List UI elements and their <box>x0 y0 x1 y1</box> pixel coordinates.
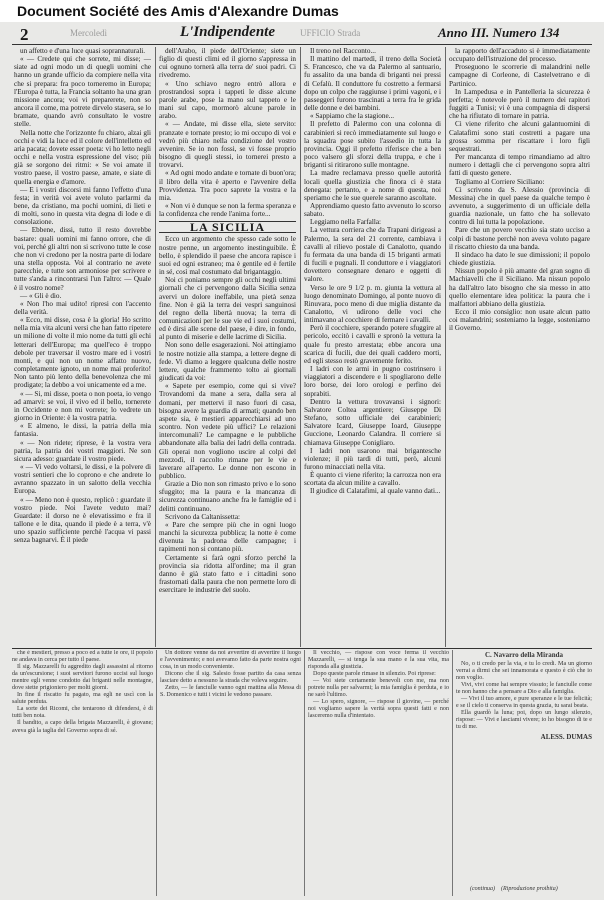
paragraph: « — Meno non è questo, replicò : guardate il vostro piede. Noi l'avete veduto mai? Guardate: il dorso ne è elevatissimo e fra il tallone e le dita, quando il piede è a terra, v'è uno spazio sufficiente perchè l'acqua vi passi senza bagnarvi. È il piede <box>14 495 151 545</box>
paragraph: Leggiamo nella Farfalla: <box>310 218 382 227</box>
paragraph: In Lampedusa e in Pantelleria la sicurezza è perfetta; è notevole però il numero dei rapitori fuggiti a Tunisi; vi è una compagnia di dispersi che ha rifiutato di tornare in patria. <box>449 87 590 121</box>
paragraph: No, o ti credo per la via, e tu lo credi. Ma un giorno verrai a dirmi che sei innamorata e questo è ciò che io non voglio. <box>456 661 592 682</box>
paragraph: — E i vostri discorsi mi fanno l'effetto d'una festa; in verità voi avete voluto parlarmi da bene, da cristiano, ma pochi uomini, di lieti e di molti, sono in questa vita degna di lode e di consolazione. <box>14 185 151 227</box>
feuilleton-column-2 <box>160 650 301 896</box>
paragraph: « Pare che sempre più che in ogni luogo manchi la sicurezza pubblica; la notte è come divenuta la padrona delle campagne; i rapimenti non si contano più. <box>159 520 296 554</box>
paragraph: I ladri con le armi in pugno costrinsero i viaggiatori a discendere e li spogliarono delle loro borse, dei loro orologi e perfino dei soprabiti. <box>304 365 441 398</box>
feuilleton-column-1 <box>12 650 153 896</box>
document-banner: Document Société des Amis d'Alexandre Dumas <box>0 0 604 22</box>
page-number: 2 <box>20 25 29 44</box>
paragraph: « — Si, mi disse, poeta o non poeta, io vengo ad amarvi: se voi, il vivo ed il bello, tornerete in Occidente e non mi vorrete; lo vedrete un giorno in Oriente: è la vostra patria. <box>14 389 151 423</box>
paragraph: « Non l'ho mai udito! ripresi con l'accento della verità. <box>14 299 151 316</box>
feuilleton-rule <box>12 648 592 649</box>
paragraph: « Non vi è dunque se non la ferma speranza e la confidenza che rende l'anima forte... <box>159 201 296 219</box>
section-title-la-sicilia: LA SICILIA <box>159 221 296 233</box>
paragraph: Il vecchio, — rispose con voce ferma il vecchio Mazzarelli, — si tenga la sua mano e la sua vita, ma risponda alla giustizia. <box>308 650 449 671</box>
paragraph: Certamente si farà ogni sforzo perché la provincia sia ridotta all'ordine; ma il gran danno è già stato fatto e i cittadini sono frastornati dalla paura che non permette loro di esercitare le industrie del suolo. <box>159 553 296 595</box>
paragraph: Pare che un povero vecchio sia stato ucciso a colpi di bastone perchè non aveva voluto pagare il riscatto chiesto da una banda. <box>449 226 590 251</box>
paragraph: Un dottore venne da noi avvertire di avvertire il luogo e l'avvenimento; e noi avevamo fatto da parte nostra ogni cosa, in un modo conveniente. <box>160 650 301 671</box>
paragraph: dell'Arabo, il piede dell'Oriente; siete un figlio di questi climi ed il giorno s'appressa in cui ognuno tornerà alla terra de' suoi padri. Ci rivedremo. <box>159 47 296 80</box>
paragraph: Il mattino del martedì, il treno della Società S. Francesco, che va da Palermo al santuario, fu assalito da una banda di briganti nei pressi di Cefalù. Il conduttore fu costretto a fermarsi dopo un colpo che raggiunse i primi vagoni, e i passeggeri furono trascinati a terra fra le grida delle donne e dei bambini. <box>304 55 441 113</box>
paragraph: Non sono delle esagerazioni. Noi attingiamo le nostre notizie alla stampa, a lettere degne di fede. Vi diamo a leggere qualcuna delle nostre lettere, qualche frammento tolto ai giornali giudicati da voi: <box>159 341 296 383</box>
author-signature: ALESS. DUMAS <box>540 732 592 741</box>
paragraph: — Ebbene, dissi, tutto il resto dovrebbe bastare: quali uomini mi fanno orrore, che di voi, perché gli altri non si scrivono tutte le cose che non vi credono per la nostra parte di lodare una stella opposta. Voi al contrario ne avete parecchie, e tutte son armoniose per scrivere e tutte s'anda a rincontrarsi l'un l'altro: — Quale è il vostro nome? <box>14 226 151 292</box>
paragraph: Vivi, vivi come hai sempre vissuto; le fanciulle come te non hanno che a pensare a Dio e alla famiglia. <box>456 682 592 696</box>
paragraph: Dopo queste parole rimase in silenzio. Poi riprese: <box>313 671 436 678</box>
paragraph: « — Non ridete; riprese, è la vostra vera patria, la patria dei vostri maggiori. Ne son sicura adesso: guardate il vostro piede. <box>14 438 151 463</box>
newspaper-title: L'Indipendente <box>180 24 276 40</box>
article-column-2 <box>159 47 296 647</box>
feuilleton-column-4 <box>456 650 592 896</box>
paragraph: « Sapete per esempio, come qui si vive? Trovandomi da mane a sera, dalla sera al domani, per mettervi il naso fuori di casa, bisogna avere la guardia di armati; quando ben aspete sia, è mestieri apparecchiarsi ad uno scontro. Non vedete più uffici? Le relazioni intercomunali? Le campagne e le pubbliche abbandonate alla balia dei ladri della contrada. Gli operai non vogliono uscire al colpi del mezzodì, il raccolto rimane per le vie e laverare all'aperto. Le donne non escono in pubblico. <box>159 382 296 480</box>
paragraph: Ecco un argomento che spesso cade sotto le nostre penne, un argomento inestinguibile. È bello, è splendido il paese che ancora rapisce i suoi ed ogni estraneo; ma è gentile ed è fertile in sé, così mal costumato dal brigantaggio. <box>159 235 296 277</box>
masthead-faint-left: Mercoledì <box>70 28 107 38</box>
paragraph: Proseguono le scorrerie di malandrini nelle campagne di Corleone, di Castelvetrano e di Partinico. <box>449 63 590 88</box>
masthead-rule <box>12 44 592 45</box>
paragraph: Ella guardò la luna; poi, dopo un lungo silenzio, rispose: — Vivi e lasciami vivere; io ho bisogno di te e tu di me. <box>456 710 592 731</box>
paragraph: Scrivono da Caltanissetta: <box>165 512 241 521</box>
paragraph: « Ecco, mi disse, cosa è la gloria! Ho scritto nella mia vita alcuni versi che han fatto ripetere un milione di volte il mio nome da tutti gli echi letterari dell'Europa; ma quell'eco è troppo debole per traversar il vostro mare ed i vostri monti, e qui non un nome affatto nuovo, completamente ignoto, un nome mai proferito! Non tanto più lento della benevolenza che mi prodigate; la debbo a voi unicamente ed a me. <box>14 316 151 390</box>
paragraph: « — Credete qui che sorrete, mi disse; — siate ad ogni modo un di quegli uomini che hanno un grande ufficio da compiere nella vita che si prepara: fra poco torneremo in Europa; l'Europa è tutta, la Francia soltanto ha una gran missione ancora; voi vi preparerete, non so ancora il come, ma potrete dirvelo stasera, se lo bramate, quando avrò consultato le vostre stelle. <box>14 55 151 129</box>
paragraph: Dicono che il sig. Salesio fosse partito da casa senza lasciare detto a nessuno la strada che voleva seguire. <box>160 671 301 685</box>
paragraph: Nella notte che l'orizzonte fu chiaro, alzai gli occhi e vidi la luce ed il colore dell'intelletto ed aria pacata; dovete esser poeta: vi ho letto negli occhi e nella vostra espressione del viso; più già se sorgono dei ritmi: « Se voi amate il vostro paese, il vostro paese, amate, e siate di quella energia e d'amore. <box>14 128 151 186</box>
paragraph: La madre reclamava presso quelle autorità locali quella giustizia che finora ci è stata denegata: pertanto, e a nome di questa, noi speriamo che le sue querele saranno ascoltate. <box>304 169 441 202</box>
feuilleton-column-3 <box>308 650 449 896</box>
paragraph: Ecco il mio consiglio: non usate alcun patto coi malandrini; sosteniamo la legge, sosteniamo il Governo. <box>449 308 590 333</box>
paragraph: « Ad ogni modo andate e tornate di buon'ora; il libro della vita è aperto e l'avvenire della Provvidenza. Tra poco saprete la vostra e la mia. <box>159 169 296 202</box>
masthead <box>0 22 604 44</box>
reproduction-notice: (Riproduzione proibita) <box>501 886 558 892</box>
paragraph: — Voi siete certamente benevoli con me, ma non potrete nulla per salvarmi; la mia famiglia è perduta, e io ne sarò l'ultimo. <box>308 678 449 699</box>
column-divider <box>445 47 446 647</box>
paragraph: « Uno schiavo negro entrò allora e prostrandosi sopra i tappeti le disse alcune parole arabe, pose la mano sul tappeto e le mani sul capo, mormorò alcune parole in arabo. <box>159 79 296 121</box>
paragraph: che è mestieri, presso a poco ed a tutte le ore, il popolo ne andava in cerca per tutto il paese. <box>12 650 153 664</box>
paragraph: In fine il riscatto fu pagato, ma egli ne uscì con la salute perduta. <box>12 692 153 706</box>
paragraph: Il sig. Mazzarelli fu aggredito dagli assassini al ritorno da un'escursione; i suoi servitori furono uccisi sul luogo mentre egli venne condotto dai briganti nelle montagne, dove stette prigioniero per molti giorni. <box>12 664 153 692</box>
paragraph: Grazie a Dio non son rimasto privo e lo sono sfuggito; ma la paura e la mancanza di sicurezza continuano anche fra le famiglie ed i delitti continuano. <box>159 480 296 513</box>
column-divider <box>304 650 305 896</box>
paragraph: Togliamo al Corriere Siciliano: <box>455 177 545 186</box>
paragraph: Il treno nel Racconto... <box>310 47 376 55</box>
paragraph: « E almeno, le dissi, la patria della mia fantasia. <box>14 422 151 439</box>
paragraph: La vettura corriera che da Trapani dirigeasi a Palermo, la sera del 21 corrente, cambiava i cavalli al rilievo postale di Canalotto, quando fu fermata da una banda di 15 briganti armati di fucili e pugnali. Il conduttore e i viaggiatori dovettero consegnare denaro e oggetti di valore. <box>304 226 441 284</box>
paragraph: Ci scrivono da S. Alessio (provincia di Messina) che in quel paese da qualche tempo è avvenuto, a suggerimento di un ufficiale della guardia nazionale, un fatto che ha sollevato contro di lui tutta la popolazione. <box>449 185 590 227</box>
paragraph: Il giudice di Calatafimi, al quale vanno dati... <box>310 487 441 496</box>
continuation-note <box>470 886 558 892</box>
feuilleton-heading: C. Navarro della Miranda <box>484 651 564 659</box>
paragraph: Dentro la vettura trovavansi i signori: Salvatore Coltea argentiere; Giuseppe Di Stefano, sotto ufficiale dei carabinieri; Salvatore Icard, Giuseppe Ioard, Giuseppe Guccione, Leonardo Calandra. Il corriere si chiamava Giuseppe Conigliaro. <box>304 397 441 447</box>
paragraph: la rapporto dell'accaduto si è immediatamente occupato dell'istruzione del processo. <box>449 47 590 64</box>
paragraph: — Lo spero, signore, — rispose il giovine, — perché noi vogliamo sapere la verità sopra questi fatti e non lasceremo nulla d'intentato. <box>308 699 449 720</box>
paragraph: — Vivi il tuo amore, e pure speranze e le tue felicità; e se il cielo ti conserva in questa grazia, tu sarai beata. <box>456 696 592 710</box>
column-divider <box>156 650 157 896</box>
paragraph: La sorte dei Ricomi, che tentarono di difendersi, è di tutti ben nota. <box>12 706 153 720</box>
paragraph: Il sindaco ha dato le sue dimissioni; il popolo chiede giustizia. <box>449 250 590 268</box>
paragraph: Però il cocchiere, sperando potere sfuggire al pericolo, eccitò i cavalli e spronò la vettura la quale fu presto arrestata; ebbe ancora una scarica di fucili, due dei quali caddero morti, ed egli stesso restò gravemente ferito. <box>304 324 441 365</box>
column-divider <box>300 47 301 647</box>
paragraph: Ci viene riferito che alcuni galantuomini di Calatafimi sono stati costretti a pagare una grossa somma per riscattare i loro figli sequestrati. <box>449 120 590 153</box>
paragraph: Il prefetto di Palermo con una colonna di carabinieri si recò immediatamente sul luogo e la squadra pose subito l'assedio in tutta la provincia. Oggi il prefetto riferisce che a ben poco valsero gli sforzi della truppa, e che i briganti si ritirarono sulle montagne. <box>304 120 441 170</box>
paragraph: Per mancanza di tempo rimandiamo ad altro numero i dettagli che ci pervengono sopra altri fatti di questo genere. <box>449 153 590 178</box>
paragraph: — « Gli è dio. <box>20 291 62 300</box>
article-column-4 <box>449 47 590 647</box>
paragraph: « — Andate, mi disse ella, siete servito: pranzate e tornate presto; io mi occupo di voi e vedrò più chiaro nella condizione del vostro avvenire. Se io non fossi, se vi fosse proprio bisogno di quegli stessi, io tornerei presto a trovarvi. <box>159 120 296 170</box>
paragraph: Il bandito, a capo della brigata Mazzarelli, è giovane; aveva già la taglia del Governo sopra di sé. <box>12 720 153 734</box>
paragraph: Zetto, — le fanciulle vanno ogni mattina alla Messa di S. Domenico e tutti i vicini le vedono passare. <box>160 685 301 699</box>
issue-number: Anno III. Numero 134 <box>438 25 560 40</box>
article-column-3 <box>304 47 441 647</box>
paragraph: Nissun popolo è più amante del gran sogno di Machiavelli che il Siciliano. Ma nissun popolo ha dall'altro lato bisogno che sia messo in atto quello elementare idea politica: la paura che i malfattori abbiano della giustizia. <box>449 267 590 308</box>
paragraph: « — Vi vedo voltarsi, le dissi, e la polvere di vostri sentieri che lo coprono e che andrete lo avranno spazzato in un salotto della vecchia Europa. <box>14 462 151 496</box>
paragraph: È quanto ci viene riferito; la carrozza non era scortata da alcun milite a cavallo. <box>304 471 441 488</box>
masthead-faint-mid: UFFICIO Strada <box>300 28 361 38</box>
column-divider <box>452 650 453 896</box>
paragraph: Apprendiamo questo fatto avvenuto lo scorso sabato. <box>304 201 441 219</box>
article-column-1 <box>14 47 151 647</box>
paragraph: Verso le ore 9 1/2 p. m. giunta la vettura al luogo denominato Domingo, al ponte nuovo di Rinuvara, poco meno di due miglia distante da Canalotto, vi udirono delle voci che intimavano al cocchiere di fermare i cavalli. <box>304 283 441 325</box>
paragraph: « Sappiamo che la stagione... <box>310 112 395 121</box>
paragraph: I ladri non usarono mai brigantesche violenze; il più tardi di tutti, però, alcuni furono minacciati nella vita. <box>304 446 441 471</box>
continua-label: (continua) <box>470 886 495 892</box>
paragraph: un affetto e d'una luce quasi soprannaturali. <box>20 47 146 55</box>
column-divider <box>155 47 156 647</box>
paragraph: Noi ci poniamo sempre gli occhi negli ultimi giornali che ci pervengono dalla Sicilia senza avervi un dolore ineffabile, una pietà senza fine. Non è già la terra dei vespri sanguinosi del regno della libertà nuova; la terra di comunicazioni per le sue vie ed i suoi costumi, ed è dirsi alle scene del paese, è dire, in fondo, al punto di miserie e delle lacrime di Sicilia. <box>159 276 296 342</box>
